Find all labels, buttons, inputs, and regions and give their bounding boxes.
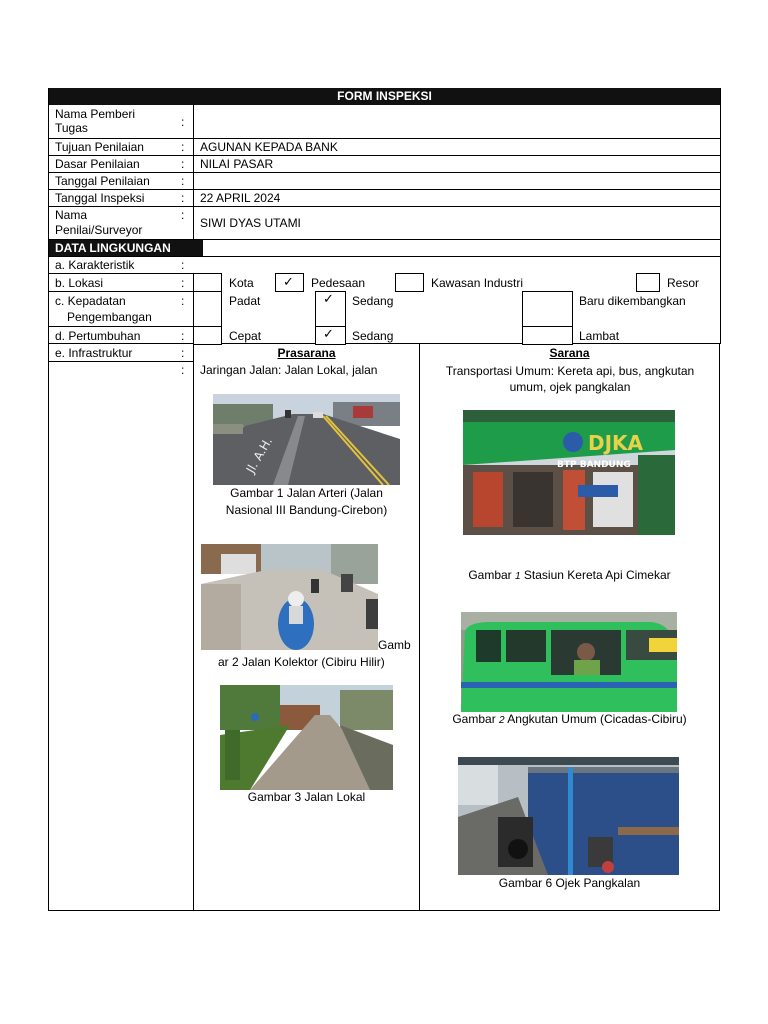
colon: : [181, 363, 185, 377]
option-label-cepat: Cepat [229, 329, 262, 343]
label-karakteristik: a. Karakteristik [55, 258, 135, 272]
row-divider [48, 361, 194, 362]
option-label-pertumbuhan-sedang: Sedang [352, 329, 394, 343]
checkbox-resor[interactable] [636, 273, 660, 292]
colon: : [181, 276, 185, 290]
option-label-pedesaan: Pedesaan [311, 276, 366, 290]
header-prasarana: Prasarana [277, 346, 336, 360]
col-divider [419, 344, 420, 911]
caption-sarana-2 [420, 711, 719, 729]
row-divider [48, 256, 720, 257]
row-divider [48, 206, 720, 207]
row-divider [48, 189, 720, 190]
station-subsign-text: BTP BANDUNG [557, 460, 631, 470]
field-label-tanggal-penilaian: Tanggal Penilaian [55, 174, 150, 188]
sarana-text: Transportasi Umum: Kereta api, bus, angkutan umum, ojek pangkalan [445, 364, 695, 394]
caption-text: Stasiun Kereta Api Cimekar [520, 568, 671, 582]
col-divider [193, 344, 194, 911]
caption-prefix: Gambar [468, 568, 516, 582]
field-value-tanggal-inspeksi: 22 APRIL 2024 [200, 191, 281, 205]
field-label-dasar: Dasar Penilaian [55, 157, 140, 171]
checkbox-kawasan-industri[interactable] [395, 273, 424, 292]
colon: : [181, 115, 185, 129]
checkbox-padat[interactable] [193, 291, 222, 328]
field-value-tujuan: AGUNAN KEPADA BANK [200, 140, 338, 154]
form-title: FORM INSPEKSI [49, 88, 720, 105]
caption-text: Angkutan Umum (Cicadas-Cibiru) [504, 712, 687, 726]
caption-line: Nasional III Bandung-Cirebon) [225, 503, 388, 517]
field-label-surveyor: Nama Penilai/Surveyor [55, 208, 143, 237]
field-label-tanggal-inspeksi: Tanggal Inspeksi [55, 191, 145, 205]
checkbox-pedesaan[interactable] [275, 273, 304, 292]
field-label-pemberi-tugas: Nama Pemberi Tugas [55, 107, 136, 135]
checkbox-kepadatan-sedang[interactable] [315, 291, 346, 328]
photo-stasiun-cimekar [463, 410, 675, 535]
field-label-tujuan: Tujuan Penilaian [55, 140, 144, 154]
section-data-lingkungan: DATA LINGKUNGAN [49, 240, 203, 256]
border-right-bottom [719, 344, 720, 911]
option-label-kepadatan-sedang: Sedang [352, 294, 394, 308]
caption-gambar-2-b: ar 2 Jalan Kolektor (Cibiru Hilir) [218, 655, 385, 669]
caption-sarana-6: Gambar 6 Ojek Pangkalan [498, 876, 641, 890]
label-pertumbuhan: d. Pertumbuhan [55, 329, 141, 343]
row-divider [48, 273, 194, 274]
label-kepadatan: c. Kepadatan [55, 294, 126, 308]
colon: : [181, 174, 185, 188]
option-label-lambat: Lambat [579, 329, 620, 343]
checkbox-lambat[interactable] [522, 326, 573, 345]
caption-gambar-3: Gambar 3 Jalan Lokal [247, 790, 366, 804]
header-sarana: Sarana [549, 346, 590, 360]
option-label-baru-dikembangkan: Baru dikembangkan [579, 294, 686, 308]
checkbox-cepat[interactable] [193, 326, 222, 345]
label-lokasi: b. Lokasi [55, 276, 104, 290]
colon: : [181, 208, 185, 222]
border-left [48, 88, 49, 911]
border-bottom [48, 910, 720, 911]
caption-prefix: Gambar [452, 712, 500, 726]
row-divider [48, 172, 720, 173]
caption-sarana-1 [420, 567, 719, 585]
caption-gambar-2-a: Gamb [378, 638, 411, 652]
photo-jalan-kolektor [201, 544, 378, 650]
checkbox-kota[interactable] [193, 273, 222, 292]
check-mark-icon: ✓ [323, 291, 334, 306]
row-divider [48, 138, 720, 139]
photo-ojek-pangkalan [458, 757, 679, 875]
colon: : [181, 191, 185, 205]
field-value-dasar: NILAI PASAR [200, 157, 274, 171]
check-mark-icon: ✓ [323, 326, 334, 341]
photo-jalan-arteri [213, 394, 400, 485]
colon: : [181, 258, 185, 272]
row-divider [48, 343, 720, 344]
colon: : [181, 346, 185, 360]
prasarana-text: Jaringan Jalan: Jalan Lokal, jalan [200, 363, 378, 377]
option-label-resor: Resor [667, 276, 700, 290]
checkbox-pertumbuhan-sedang[interactable] [315, 326, 346, 345]
station-sign-text: DJKA [588, 431, 644, 455]
colon: : [181, 294, 185, 308]
colon: : [181, 140, 185, 154]
row-divider [48, 155, 720, 156]
caption-number: 2 [499, 715, 505, 726]
row-divider [48, 291, 194, 292]
photo-jalan-lokal [220, 685, 393, 790]
row-divider [48, 326, 194, 327]
option-label-kawasan-industri: Kawasan Industri [431, 276, 524, 290]
col-divider [193, 105, 194, 240]
caption-line: Gambar 1 Jalan Arteri (Jalan [230, 486, 383, 500]
field-value-surveyor: SIWI DYAS UTAMI [200, 216, 301, 230]
road-marking-text: Jl. A.H. [243, 434, 276, 476]
label-infrastruktur: e. Infrastruktur [55, 346, 133, 360]
caption-number: 1 [515, 571, 521, 582]
check-mark-icon: ✓ [283, 274, 294, 289]
label-pengembangan: Pengembangan [67, 310, 152, 324]
option-label-padat: Padat [229, 294, 261, 308]
border-right-top [720, 88, 721, 344]
caption-gambar-1 [200, 485, 413, 519]
checkbox-baru-dikembangkan[interactable] [522, 291, 573, 328]
photo-angkutan-umum [461, 612, 677, 712]
option-label-kota: Kota [229, 276, 254, 290]
colon: : [181, 157, 185, 171]
colon: : [181, 329, 185, 343]
